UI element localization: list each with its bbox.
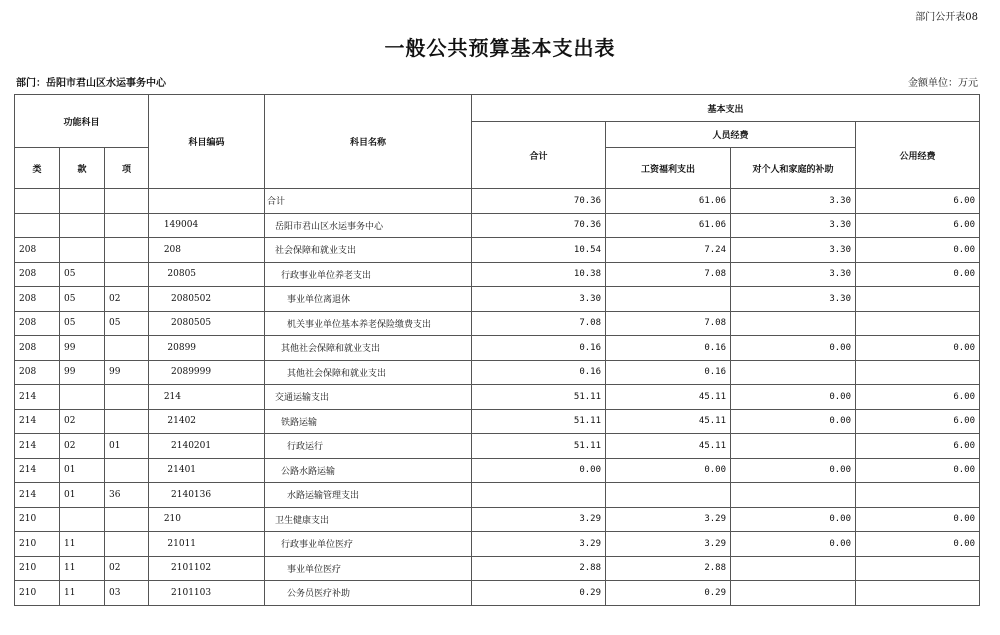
cell-total bbox=[472, 483, 606, 508]
header-code: 科目编码 bbox=[149, 95, 265, 189]
cell-public: 6.00 bbox=[856, 385, 980, 410]
cell-lei: 208 bbox=[15, 311, 60, 336]
cell-subsidy: 3.30 bbox=[731, 213, 856, 238]
cell-public: 6.00 bbox=[856, 189, 980, 214]
cell-subsidy: 0.00 bbox=[731, 507, 856, 532]
cell-code: 2080505 bbox=[149, 311, 265, 336]
unit-label: 金额单位：万元 bbox=[908, 78, 978, 89]
cell-kuan: 01 bbox=[60, 458, 105, 483]
cell-xiang bbox=[105, 458, 149, 483]
cell-code: 2080502 bbox=[149, 287, 265, 312]
cell-subsidy: 0.00 bbox=[731, 385, 856, 410]
cell-xiang bbox=[105, 409, 149, 434]
cell-subsidy: 0.00 bbox=[731, 532, 856, 557]
table-row bbox=[15, 262, 980, 287]
cell-lei: 208 bbox=[15, 336, 60, 361]
table-row bbox=[15, 189, 980, 214]
header-public: 公用经费 bbox=[856, 122, 980, 189]
cell-public bbox=[856, 581, 980, 606]
cell-salary: 7.08 bbox=[606, 311, 731, 336]
cell-kuan bbox=[60, 238, 105, 263]
cell-subsidy bbox=[731, 360, 856, 385]
cell-salary: 0.29 bbox=[606, 581, 731, 606]
cell-code: 2089999 bbox=[149, 360, 265, 385]
header-salary: 工资福利支出 bbox=[606, 148, 731, 189]
cell-public: 0.00 bbox=[856, 238, 980, 263]
header-name: 科目名称 bbox=[265, 95, 472, 189]
cell-public: 6.00 bbox=[856, 409, 980, 434]
cell-salary: 61.06 bbox=[606, 213, 731, 238]
cell-name: 公务员医疗补助 bbox=[265, 581, 472, 606]
cell-kuan bbox=[60, 507, 105, 532]
cell-subsidy: 3.30 bbox=[731, 287, 856, 312]
header-total: 合计 bbox=[472, 122, 606, 189]
cell-xiang bbox=[105, 189, 149, 214]
cell-salary: 0.16 bbox=[606, 360, 731, 385]
cell-name: 合计 bbox=[265, 189, 472, 214]
cell-salary: 0.00 bbox=[606, 458, 731, 483]
cell-public bbox=[856, 287, 980, 312]
table-row bbox=[15, 483, 980, 508]
cell-kuan: 05 bbox=[60, 311, 105, 336]
cell-total: 51.11 bbox=[472, 434, 606, 459]
cell-code: 2101102 bbox=[149, 556, 265, 581]
cell-kuan: 05 bbox=[60, 262, 105, 287]
cell-public: 0.00 bbox=[856, 262, 980, 287]
cell-kuan: 02 bbox=[60, 409, 105, 434]
cell-public: 6.00 bbox=[856, 434, 980, 459]
cell-subsidy: 0.00 bbox=[731, 336, 856, 361]
table-row bbox=[15, 458, 980, 483]
cell-name: 卫生健康支出 bbox=[265, 507, 472, 532]
budget-table bbox=[14, 94, 980, 606]
cell-kuan bbox=[60, 213, 105, 238]
table-row bbox=[15, 287, 980, 312]
cell-xiang bbox=[105, 238, 149, 263]
cell-name: 行政事业单位养老支出 bbox=[265, 262, 472, 287]
cell-total: 0.16 bbox=[472, 360, 606, 385]
cell-total: 3.29 bbox=[472, 532, 606, 557]
cell-code: 208 bbox=[149, 238, 265, 263]
cell-lei: 210 bbox=[15, 581, 60, 606]
cell-public bbox=[856, 360, 980, 385]
cell-code: 214 bbox=[149, 385, 265, 410]
cell-name: 行政运行 bbox=[265, 434, 472, 459]
cell-kuan: 02 bbox=[60, 434, 105, 459]
cell-lei bbox=[15, 213, 60, 238]
cell-code: 20899 bbox=[149, 336, 265, 361]
cell-salary: 7.08 bbox=[606, 262, 731, 287]
cell-xiang: 36 bbox=[105, 483, 149, 508]
table-row bbox=[15, 360, 980, 385]
cell-name: 岳阳市君山区水运事务中心 bbox=[265, 213, 472, 238]
cell-subsidy bbox=[731, 581, 856, 606]
cell-total: 2.88 bbox=[472, 556, 606, 581]
cell-salary: 45.11 bbox=[606, 385, 731, 410]
cell-xiang: 03 bbox=[105, 581, 149, 606]
cell-kuan: 11 bbox=[60, 581, 105, 606]
cell-lei: 208 bbox=[15, 238, 60, 263]
cell-public: 6.00 bbox=[856, 213, 980, 238]
header-kuan: 款 bbox=[60, 148, 105, 189]
cell-subsidy bbox=[731, 483, 856, 508]
table-row bbox=[15, 434, 980, 459]
cell-lei: 214 bbox=[15, 385, 60, 410]
cell-salary: 61.06 bbox=[606, 189, 731, 214]
cell-lei: 208 bbox=[15, 262, 60, 287]
cell-total: 51.11 bbox=[472, 409, 606, 434]
cell-salary: 3.29 bbox=[606, 532, 731, 557]
form-code: 部门公开表08 bbox=[915, 12, 978, 23]
cell-name: 机关事业单位基本养老保险缴费支出 bbox=[265, 311, 472, 336]
header-func-subject: 功能科目 bbox=[15, 95, 149, 148]
cell-kuan: 05 bbox=[60, 287, 105, 312]
cell-salary bbox=[606, 483, 731, 508]
cell-public: 0.00 bbox=[856, 507, 980, 532]
table-row bbox=[15, 238, 980, 263]
cell-public bbox=[856, 483, 980, 508]
cell-salary bbox=[606, 287, 731, 312]
table-body bbox=[15, 189, 980, 606]
cell-salary: 2.88 bbox=[606, 556, 731, 581]
cell-xiang: 02 bbox=[105, 556, 149, 581]
cell-subsidy bbox=[731, 556, 856, 581]
header-xiang: 项 bbox=[105, 148, 149, 189]
cell-subsidy bbox=[731, 434, 856, 459]
cell-public: 0.00 bbox=[856, 458, 980, 483]
cell-total: 3.30 bbox=[472, 287, 606, 312]
header-subsidy: 对个人和家庭的补助 bbox=[731, 148, 856, 189]
cell-name: 铁路运输 bbox=[265, 409, 472, 434]
cell-kuan: 99 bbox=[60, 360, 105, 385]
table-row bbox=[15, 532, 980, 557]
cell-code: 21401 bbox=[149, 458, 265, 483]
cell-xiang bbox=[105, 262, 149, 287]
table-row bbox=[15, 581, 980, 606]
cell-xiang: 02 bbox=[105, 287, 149, 312]
cell-public bbox=[856, 556, 980, 581]
cell-code: 210 bbox=[149, 507, 265, 532]
cell-lei: 210 bbox=[15, 556, 60, 581]
cell-code: 21011 bbox=[149, 532, 265, 557]
cell-code: 2140136 bbox=[149, 483, 265, 508]
cell-name: 事业单位离退休 bbox=[265, 287, 472, 312]
cell-salary: 0.16 bbox=[606, 336, 731, 361]
cell-lei: 214 bbox=[15, 409, 60, 434]
cell-code: 149004 bbox=[149, 213, 265, 238]
cell-xiang bbox=[105, 507, 149, 532]
cell-name: 社会保障和就业支出 bbox=[265, 238, 472, 263]
table-row bbox=[15, 336, 980, 361]
cell-code: 21402 bbox=[149, 409, 265, 434]
cell-kuan bbox=[60, 385, 105, 410]
table-row bbox=[15, 409, 980, 434]
header-basic: 基本支出 bbox=[472, 95, 980, 122]
cell-total: 0.00 bbox=[472, 458, 606, 483]
cell-lei: 210 bbox=[15, 532, 60, 557]
cell-subsidy bbox=[731, 311, 856, 336]
cell-code: 2101103 bbox=[149, 581, 265, 606]
cell-name: 事业单位医疗 bbox=[265, 556, 472, 581]
cell-total: 10.54 bbox=[472, 238, 606, 263]
cell-subsidy: 3.30 bbox=[731, 262, 856, 287]
cell-lei bbox=[15, 189, 60, 214]
cell-code bbox=[149, 189, 265, 214]
cell-total: 70.36 bbox=[472, 213, 606, 238]
cell-total: 51.11 bbox=[472, 385, 606, 410]
cell-code: 2140201 bbox=[149, 434, 265, 459]
cell-kuan: 99 bbox=[60, 336, 105, 361]
cell-xiang: 01 bbox=[105, 434, 149, 459]
cell-kuan: 01 bbox=[60, 483, 105, 508]
cell-total: 0.16 bbox=[472, 336, 606, 361]
cell-name: 其他社会保障和就业支出 bbox=[265, 360, 472, 385]
cell-name: 其他社会保障和就业支出 bbox=[265, 336, 472, 361]
cell-total: 0.29 bbox=[472, 581, 606, 606]
header-personnel: 人员经费 bbox=[606, 122, 856, 148]
table-row bbox=[15, 213, 980, 238]
cell-xiang bbox=[105, 532, 149, 557]
cell-salary: 45.11 bbox=[606, 409, 731, 434]
cell-subsidy: 0.00 bbox=[731, 409, 856, 434]
cell-kuan: 11 bbox=[60, 532, 105, 557]
cell-public: 0.00 bbox=[856, 336, 980, 361]
cell-total: 3.29 bbox=[472, 507, 606, 532]
cell-name: 行政事业单位医疗 bbox=[265, 532, 472, 557]
cell-kuan bbox=[60, 189, 105, 214]
table-row bbox=[15, 385, 980, 410]
cell-name: 水路运输管理支出 bbox=[265, 483, 472, 508]
table-row bbox=[15, 311, 980, 336]
cell-xiang bbox=[105, 336, 149, 361]
cell-kuan: 11 bbox=[60, 556, 105, 581]
cell-total: 10.38 bbox=[472, 262, 606, 287]
cell-lei: 214 bbox=[15, 458, 60, 483]
cell-salary: 7.24 bbox=[606, 238, 731, 263]
cell-lei: 210 bbox=[15, 507, 60, 532]
cell-subsidy: 3.30 bbox=[731, 189, 856, 214]
cell-lei: 214 bbox=[15, 434, 60, 459]
cell-public bbox=[856, 311, 980, 336]
cell-xiang: 05 bbox=[105, 311, 149, 336]
cell-code: 20805 bbox=[149, 262, 265, 287]
cell-public: 0.00 bbox=[856, 532, 980, 557]
cell-subsidy: 3.30 bbox=[731, 238, 856, 263]
cell-salary: 3.29 bbox=[606, 507, 731, 532]
cell-name: 交通运输支出 bbox=[265, 385, 472, 410]
cell-total: 7.08 bbox=[472, 311, 606, 336]
page-title: 一般公共预算基本支出表 bbox=[384, 36, 616, 60]
header-lei: 类 bbox=[15, 148, 60, 189]
cell-total: 70.36 bbox=[472, 189, 606, 214]
cell-lei: 208 bbox=[15, 360, 60, 385]
department-label: 部门：岳阳市君山区水运事务中心 bbox=[16, 78, 166, 89]
table-row bbox=[15, 507, 980, 532]
cell-subsidy: 0.00 bbox=[731, 458, 856, 483]
cell-xiang: 99 bbox=[105, 360, 149, 385]
table-row bbox=[15, 556, 980, 581]
cell-xiang bbox=[105, 385, 149, 410]
cell-lei: 208 bbox=[15, 287, 60, 312]
cell-lei: 214 bbox=[15, 483, 60, 508]
cell-name: 公路水路运输 bbox=[265, 458, 472, 483]
cell-xiang bbox=[105, 213, 149, 238]
cell-salary: 45.11 bbox=[606, 434, 731, 459]
